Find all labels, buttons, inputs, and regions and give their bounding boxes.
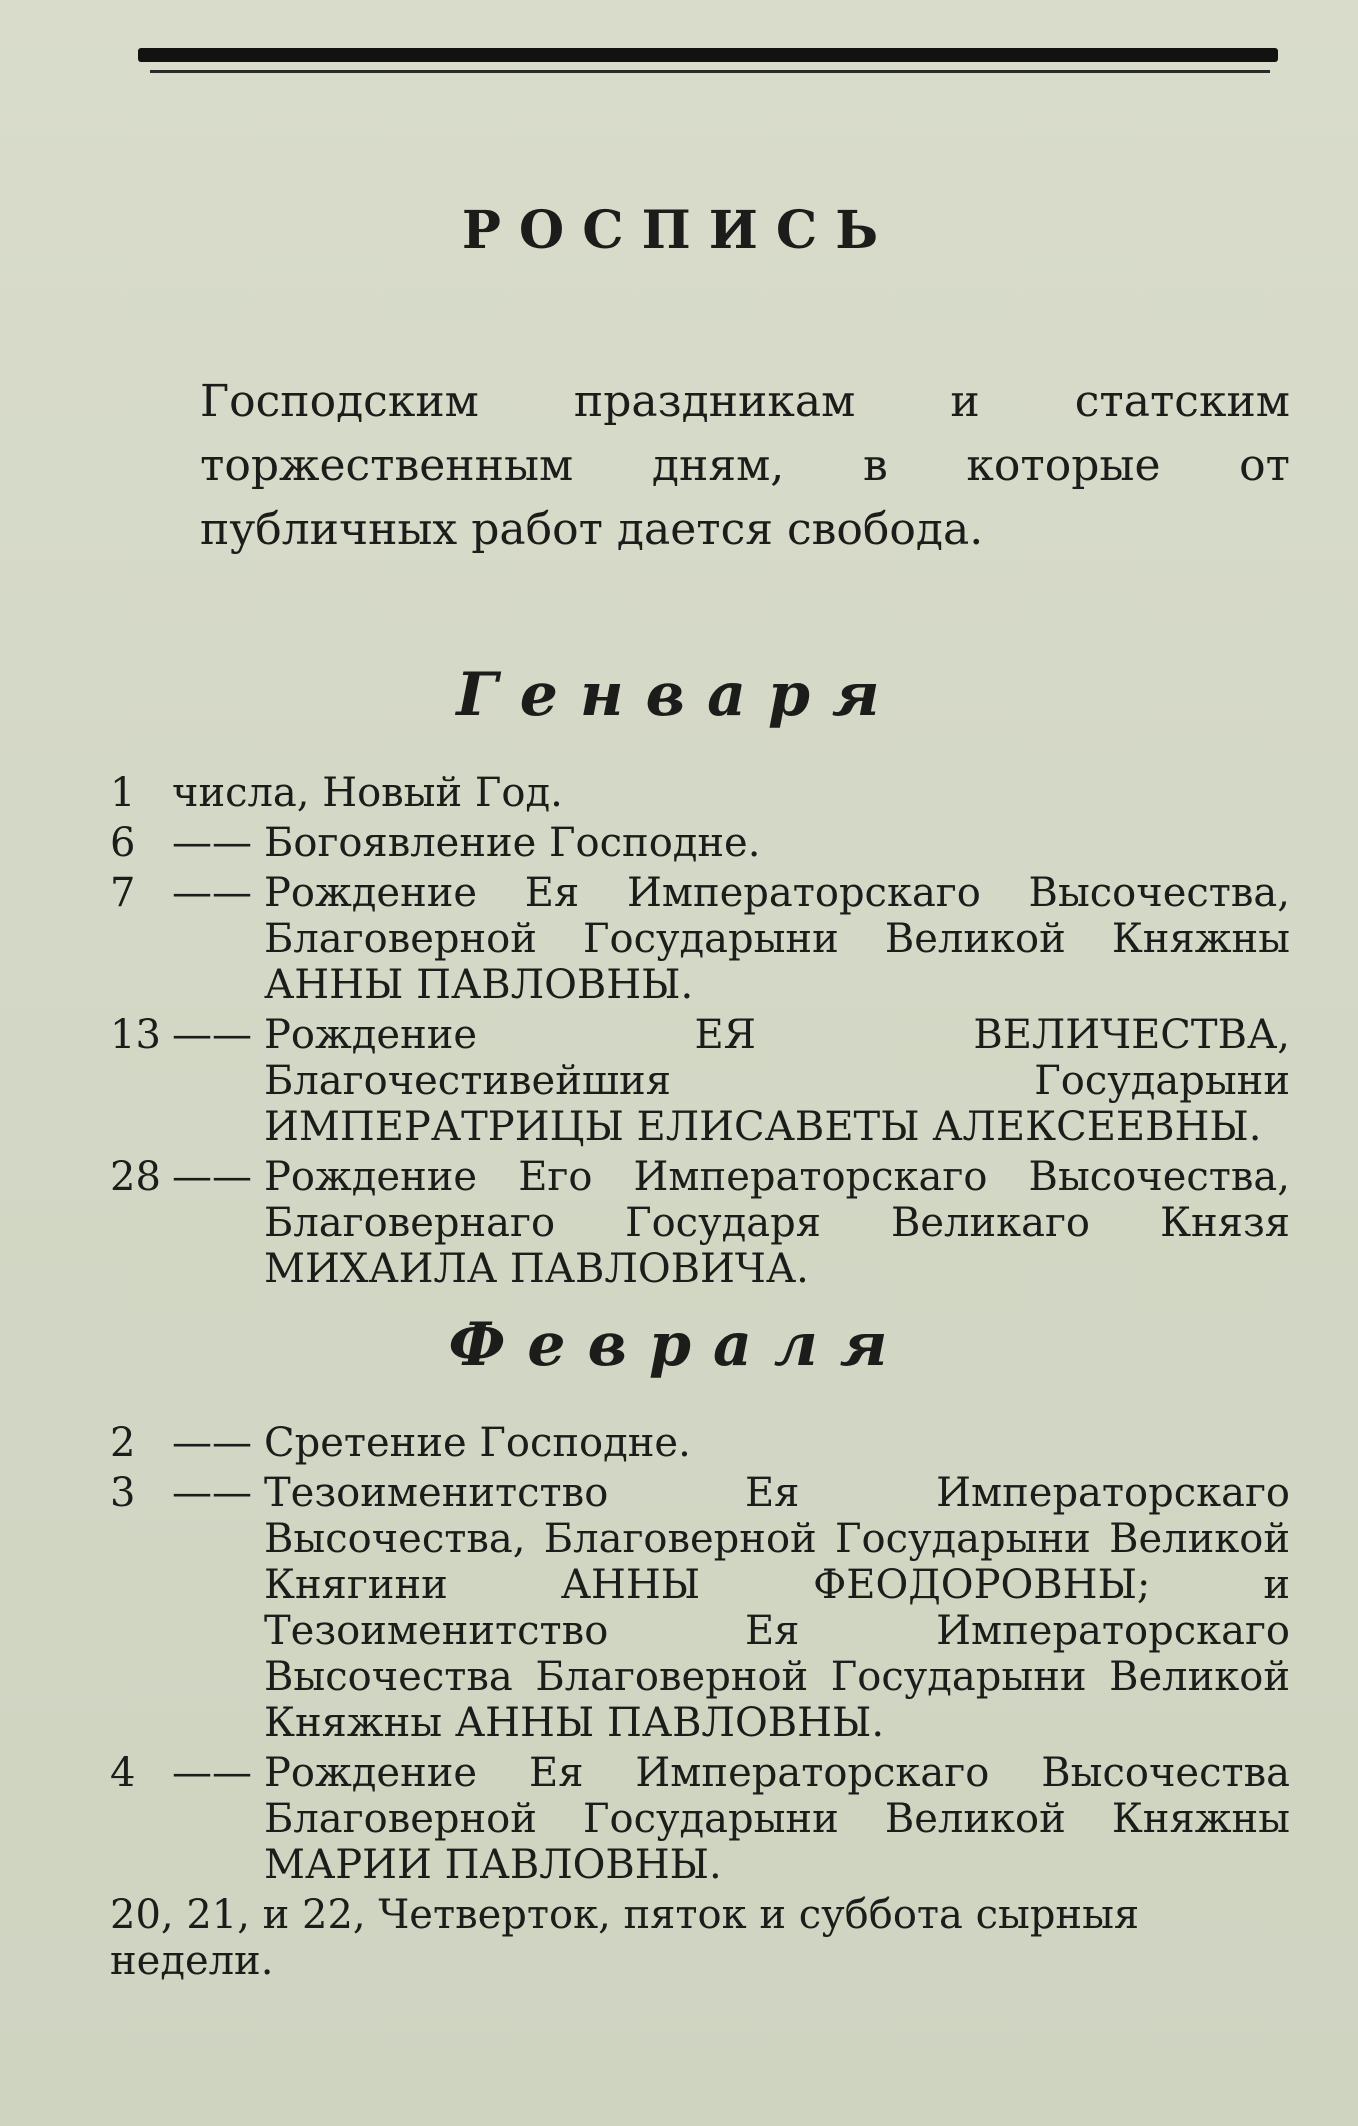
entry-text: числа, Новый Год. <box>172 770 563 816</box>
entry-text: Тезоименитство Ея Императорскаго Высочества, Благоверной Государыни Великой Княгини АННЫ ФЕОДОРОВНЫ; и Тезоименитство Ея Императорскаго Высочества Благоверной Государыни Великой Княжны АННЫ ПАВЛОВНЫ. <box>264 1470 1290 1746</box>
entry-dash: —— <box>172 1420 252 1466</box>
entry-text: Рождение Ея Императорскаго Высочества Благоверной Государыни Великой Княжны МАРИИ ПАВЛОВНЫ. <box>264 1750 1290 1888</box>
entry-day: 13 <box>110 1012 161 1058</box>
list-item <box>110 1750 1290 1888</box>
entry-day: 28 <box>110 1154 161 1200</box>
entry-text: Богоявление Господне. <box>264 820 761 866</box>
entry-text: 20, 21, и 22, Четверток, пяток и суббота сырныя недели. <box>110 1892 1140 1984</box>
entry-text: Рождение ЕЯ ВЕЛИЧЕСТВА, Благочестивейшия Государыни ИМПЕРАТРИЦЫ ЕЛИСАВЕТЫ АЛЕКСЕЕВНЫ. <box>264 1012 1290 1150</box>
intro-paragraph <box>130 370 1290 562</box>
list-item <box>110 770 1290 816</box>
month-heading-january: Генваря <box>456 660 902 730</box>
entry-text: Сретение Господне. <box>264 1420 691 1466</box>
list-item <box>110 1154 1290 1292</box>
entry-day: 1 <box>110 770 136 816</box>
entry-text: Рождение Его Императорскаго Высочества, Благовернаго Государя Великаго Князя МИХАИЛА ПАВЛОВИЧА. <box>264 1154 1290 1292</box>
top-rule-thick <box>138 48 1278 62</box>
entry-day: 3 <box>110 1470 136 1516</box>
list-item <box>110 1892 1290 1984</box>
entry-day: 7 <box>110 870 136 916</box>
entry-day: 6 <box>110 820 136 866</box>
entry-day: 2 <box>110 1420 136 1466</box>
entry-dash: —— <box>172 1012 252 1058</box>
month-heading-february: Февраля <box>448 1310 910 1380</box>
january-entries <box>110 770 1290 1296</box>
entry-day: 4 <box>110 1750 136 1796</box>
entry-text: Рождение Ея Императорскаго Высочества, Благоверной Государыни Великой Княжны АННЫ ПАВЛОВНЫ. <box>264 870 1290 1008</box>
list-item <box>110 1420 1290 1466</box>
february-entries <box>110 1420 1290 1988</box>
page-title: РОСПИСЬ <box>461 200 897 261</box>
entry-dash: —— <box>172 870 252 916</box>
list-item <box>110 1012 1290 1150</box>
intro-text: Господским праздникам и статским торжественным дням, в которые от публичных работ дается свобода. <box>200 376 1290 555</box>
list-item <box>110 870 1290 1008</box>
entry-dash: —— <box>172 1750 252 1796</box>
entry-dash: —— <box>172 1470 252 1516</box>
entry-dash: —— <box>172 820 252 866</box>
entry-dash: —— <box>172 1154 252 1200</box>
list-item <box>110 820 1290 866</box>
top-rule-thin <box>150 70 1270 73</box>
list-item <box>110 1470 1290 1746</box>
